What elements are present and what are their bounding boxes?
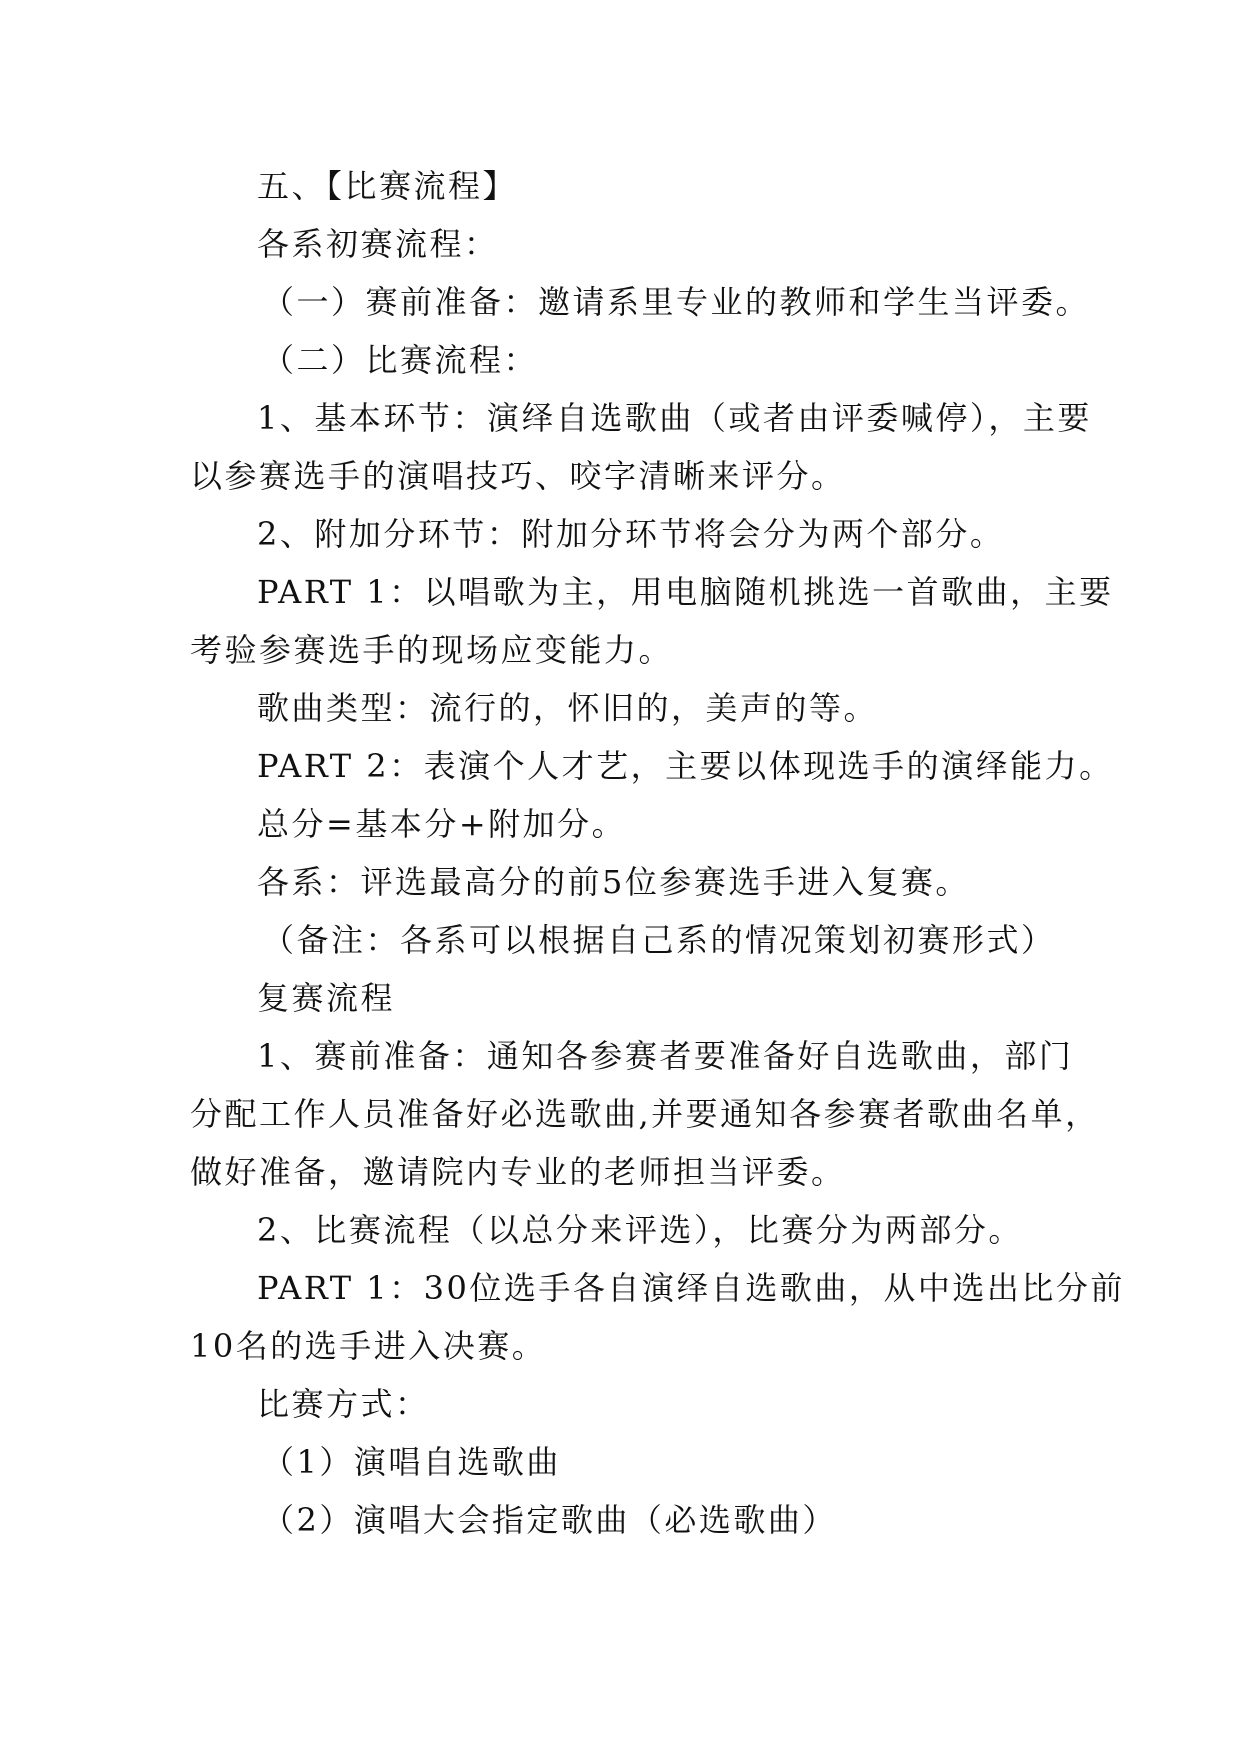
paragraph-line: PART 1：以唱歌为主，用电脑随机挑选一首歌曲，主要 [257, 573, 1114, 611]
paragraph-line: （二）比赛流程： [262, 341, 539, 379]
paragraph-line: PART 1：30位选手各自演绎自选歌曲，从中选出比分前 [257, 1269, 1125, 1307]
paragraph-line: 2、附加分环节：附加分环节将会分为两个部分。 [257, 515, 1005, 553]
paragraph-line: 考验参赛选手的现场应变能力。 [190, 631, 674, 669]
paragraph-line: 分配工作人员准备好必选歌曲,并要通知各参赛者歌曲名单， [190, 1095, 1100, 1133]
paragraph-line: 各系：评选最高分的前5位参赛选手进入复赛。 [257, 863, 970, 901]
paragraph-line: PART 2：表演个人才艺，主要以体现选手的演绎能力。 [257, 747, 1114, 785]
paragraph-line: 2、比赛流程（以总分来评选），比赛分为两部分。 [257, 1211, 1023, 1249]
list-item: （1）演唱自选歌曲 [262, 1443, 561, 1481]
paragraph-line: 比赛方式： [257, 1385, 430, 1423]
paragraph-line: 1、基本环节：演绎自选歌曲（或者由评委喊停），主要 [257, 399, 1092, 437]
paragraph-line: （一）赛前准备：邀请系里专业的教师和学生当评委。 [262, 283, 1091, 321]
paragraph-line: （备注：各系可以根据自己系的情况策划初赛形式） [262, 921, 1056, 959]
list-item: （2）演唱大会指定歌曲（必选歌曲） [262, 1501, 837, 1539]
paragraph-line: 做好准备，邀请院内专业的老师担当评委。 [190, 1153, 846, 1191]
paragraph-line: 10名的选手进入决赛。 [190, 1327, 547, 1365]
paragraph-line: 歌曲类型：流行的，怀旧的，美声的等。 [257, 689, 879, 727]
section-heading: 五、【比赛流程】 [257, 167, 518, 205]
paragraph-line: 1、赛前准备：通知各参赛者要准备好自选歌曲，部门 [257, 1037, 1074, 1075]
paragraph-line: 以参赛选手的演唱技巧、咬字清晰来评分。 [190, 457, 846, 495]
paragraph-line: 总分=基本分+附加分。 [257, 805, 627, 843]
subsection-heading: 复赛流程 [257, 979, 396, 1017]
subsection-heading: 各系初赛流程： [257, 225, 499, 263]
